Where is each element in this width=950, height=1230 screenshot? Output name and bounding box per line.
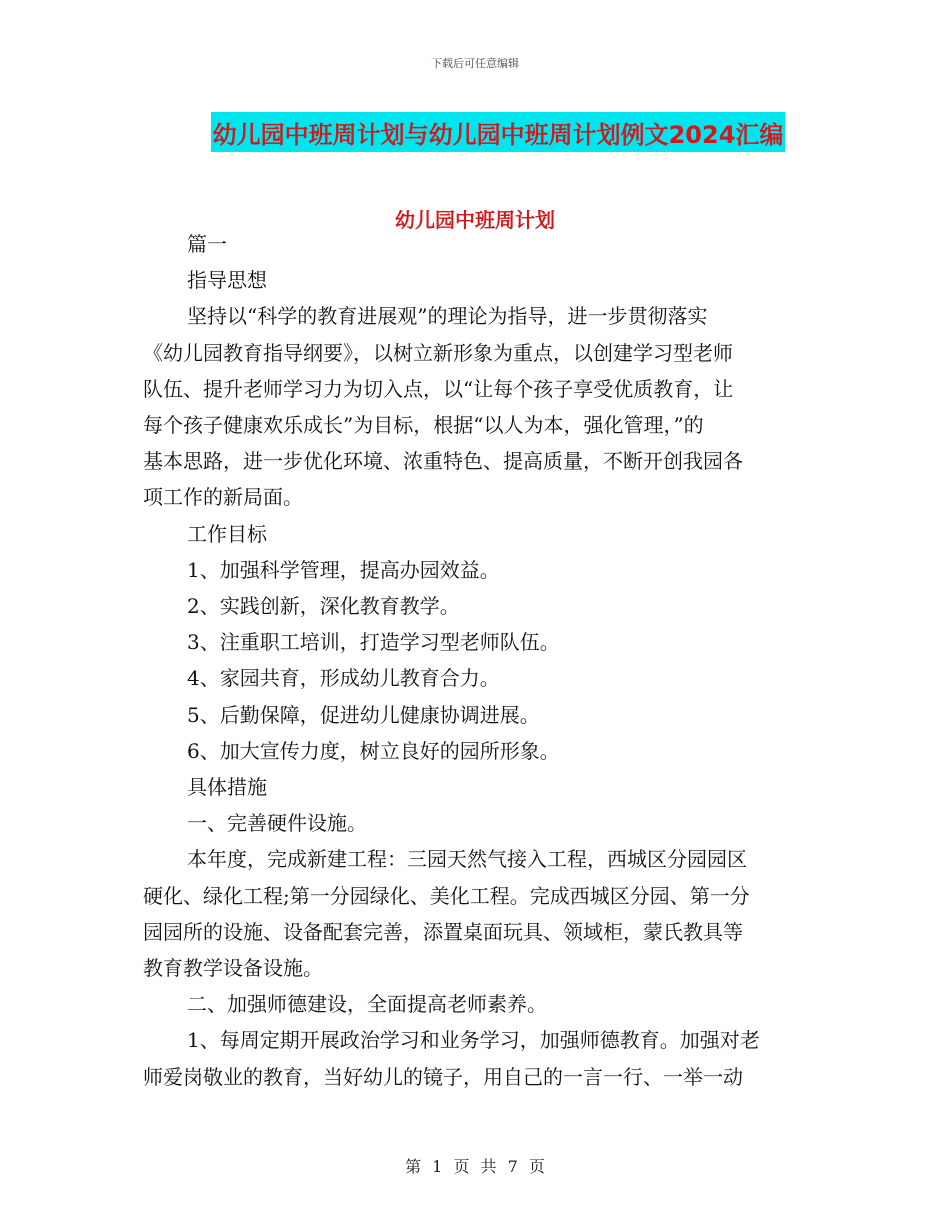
paragraph-line: 基本思路，进一步优化环境、浓重特色、提高质量，不断开创我园各	[143, 449, 743, 474]
paragraph-line: 二、加强师德建设，全面提高老师素养。	[187, 992, 547, 1017]
paragraph-line: 2、实践创新，深化教育教学。	[187, 594, 460, 619]
paragraph-line: 1、每周定期开展政治学习和业务学习，加强师德教育。加强对老	[187, 1028, 760, 1053]
document-title-container	[0, 112, 950, 152]
paragraph-line: 硬化、绿化工程;第一分园绿化、美化工程。完成西城区分园、第一分	[143, 883, 750, 908]
paragraph-line: 《幼儿园教育指导纲要》，以树立新形象为重点，以创建学习型老师	[143, 340, 733, 365]
paragraph-line: 一、完善硬件设施。	[187, 811, 367, 836]
page-footer-pagination: 第 1 页 共 7 页	[405, 1157, 545, 1176]
paragraph-line: 具体措施	[187, 775, 267, 800]
paragraph-line: 4、家园共育，形成幼儿教育合力。	[187, 666, 500, 691]
document-title: 幼儿园中班周计划与幼儿园中班周计划例文2024汇编	[211, 112, 786, 152]
document-body	[143, 226, 807, 1095]
paragraph-line: 师爱岗敬业的教育，当好幼儿的镜子，用自己的一言一行、一举一动	[143, 1064, 743, 1089]
section-title: 幼儿园中班周计划	[395, 208, 555, 232]
paragraph-line: 队伍、提升老师学习力为切入点，以“让每个孩子享受优质教育，让	[143, 376, 734, 401]
paragraph-line: 指导思想	[187, 268, 267, 293]
paragraph-line: 3、注重职工培训，打造学习型老师队伍。	[187, 630, 560, 655]
page-header-note: 下载后可任意编辑	[431, 57, 519, 70]
paragraph-line: 园园所的设施、设备配套完善，添置桌面玩具、领域柜，蒙氏教具等	[143, 919, 743, 944]
paragraph-line: 每个孩子健康欢乐成长”为目标，根据“以人为本，强化管理，”的	[143, 413, 704, 438]
paragraph-line: 教育教学设备设施。	[143, 956, 323, 981]
paragraph-line: 项工作的新局面。	[143, 485, 303, 510]
paragraph-line: 篇一	[187, 232, 227, 256]
paragraph-line: 6、加大宣传力度，树立良好的园所形象。	[187, 738, 560, 763]
paragraph-line: 工作目标	[187, 521, 267, 546]
paragraph-line: 5、后勤保障，促进幼儿健康协调进展。	[187, 702, 540, 727]
paragraph-line: 坚持以“科学的教育进展观”的理论为指导，进一步贯彻落实	[187, 304, 708, 329]
paragraph-line: 本年度，完成新建工程：三园天然气接入工程，西城区分园园区	[187, 847, 747, 872]
paragraph-line: 1、加强科学管理，提高办园效益。	[187, 557, 500, 582]
